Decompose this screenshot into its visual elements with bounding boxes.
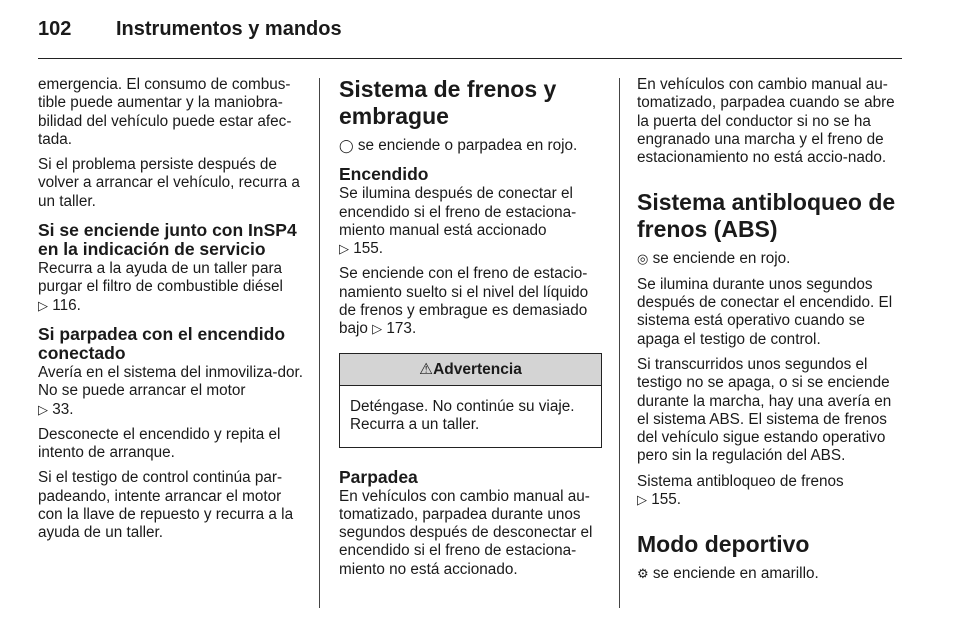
ref-arrow-icon: ▷	[637, 492, 647, 508]
ref-arrow-icon: ▷	[38, 401, 48, 417]
paragraph: Si el testigo de control continúa par-padeando, intente arrancar el motor con la llave de repuesto y recurra a la ayuda de un taller.	[38, 469, 294, 542]
page-reference[interactable]: 155.	[651, 491, 682, 509]
page-reference[interactable]: 116.	[52, 296, 81, 314]
ref-arrow-icon: ▷	[38, 297, 48, 313]
page-title: Instrumentos y mandos	[116, 18, 342, 40]
paragraph: Sistema antibloqueo de frenos ▷ 155.	[637, 472, 844, 509]
paragraph: emergencia. El consumo de combus-tible puede aumentar y la maniobra-bilidad del vehículo puede estar afec-tada.	[38, 76, 292, 148]
paragraph: ◯ se enciende o parpadea en rojo.	[339, 137, 578, 154]
column-divider-1	[319, 78, 320, 608]
section-title: Modo deportivo	[637, 531, 810, 558]
header-rule	[38, 58, 902, 59]
paragraph: Avería en el sistema del inmoviliza-dor. No se puede arrancar el motor ▷ 33.	[38, 363, 303, 418]
brake-warning-icon: ◯	[339, 138, 354, 153]
paragraph: Si transcurridos unos segundos el testigo no se apaga, o si se enciende durante la marcha, hay una avería en el sistema ABS. El sistema de frenos del vehículo sigue estando operativo pero sin la regulación del ABS.	[637, 355, 892, 465]
page-reference[interactable]: 155.	[353, 240, 384, 258]
section-heading: Si se enciende junto con InSP4 en la indicación de servicio	[38, 220, 297, 260]
page-header	[38, 18, 342, 48]
page-reference[interactable]: 33.	[52, 400, 74, 418]
warning-box	[339, 353, 602, 448]
warning-text: Deténgase. No continúe su viaje. Recurra a un taller.	[350, 397, 575, 434]
paragraph: Se ilumina durante unos segundos después de conectar el encendido. El sistema está operativo cuando se apaga el testigo de control.	[637, 275, 893, 348]
column-1	[38, 76, 308, 550]
paragraph: En vehículos con cambio manual au-tomatizado, parpadea durante unos segundos después de desconectar el encendido si el freno de estaciona-miento no está accionado.	[339, 487, 593, 578]
column-divider-2	[619, 78, 620, 608]
warning-header: ⚠Advertencia	[340, 354, 601, 386]
section-title: Sistema antibloqueo de frenos (ABS)	[637, 189, 896, 243]
ref-arrow-icon: ▷	[339, 241, 349, 257]
ref-arrow-icon: ▷	[372, 321, 383, 337]
paragraph: Se enciende con el freno de estacio-namiento suelto si el nivel del líquido de frenos y embrague es demasiado bajo ▷ 173.	[339, 265, 589, 338]
page-number: 102	[38, 18, 72, 40]
page-reference[interactable]: 173.	[386, 320, 417, 338]
paragraph: Desconecte el encendido y repita el intento de arranque.	[38, 425, 281, 462]
section-heading: Si parpadea con el encendido conectado	[38, 323, 286, 363]
warning-triangle-icon: ⚠	[419, 360, 434, 378]
paragraph: ◎ se enciende en rojo.	[637, 250, 791, 268]
section-heading: Encendido	[339, 164, 429, 185]
section-heading: Parpadea	[339, 466, 418, 487]
abs-icon: ◎	[637, 251, 649, 267]
section-title: Sistema de frenos y embrague	[339, 76, 557, 129]
paragraph: Recurra a la ayuda de un taller para purgar el filtro de combustible diésel ▷ 116.	[38, 260, 283, 314]
column-3	[637, 76, 905, 591]
paragraph: En vehículos con cambio manual au-tomatizado, parpadea cuando se abre la puerta del conductor si no se ha engranado una marcha y el freno de estacionamiento no está accio-nado.	[637, 76, 895, 167]
paragraph: Si el problema persiste después de volver a arrancar el vehículo, recurra a un taller.	[38, 156, 300, 210]
column-2	[339, 76, 602, 586]
sport-mode-icon: ⚙	[637, 566, 649, 582]
paragraph: Se ilumina después de conectar el encendido si el freno de estaciona-miento manual está accionado ▷ 155.	[339, 185, 577, 258]
paragraph: ⚙ se enciende en amarillo.	[637, 565, 819, 583]
